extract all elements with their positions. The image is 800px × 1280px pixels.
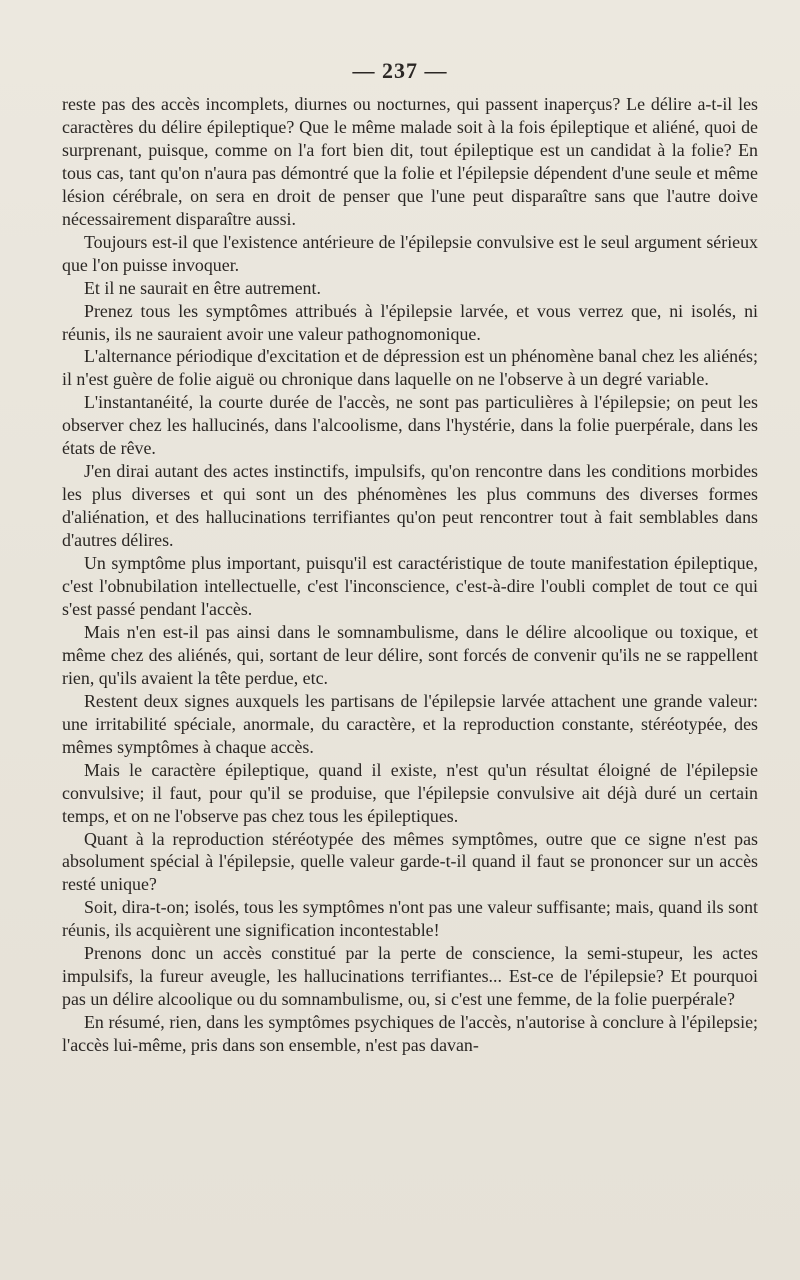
paragraph-7: J'en dirai autant des actes instinctifs, impulsifs, qu'on rencontre dans les conditions morbides les plus diverses et qui sont un des phénomènes les plus communs des diverses formes d'aliénation, et des hallucinations terrifiantes qu'on peut rencontrer tout à fait semblables dans d'autres délires. [62, 461, 758, 551]
paragraph-11: Mais le caractère épileptique, quand il existe, n'est qu'un résultat éloigné de l'épilepsie convulsive; il faut, pour qu'il se produise, que l'épilepsie convulsive ait déjà duré un certain temps, et on ne l'observe pas chez tous les épileptiques. [62, 759, 758, 826]
paragraph-6: L'instantanéité, la courte durée de l'accès, ne sont pas particulières à l'épilepsie; on peut les observer chez les hallucinés, dans l'alcoolisme, dans l'hystérie, dans la folie puerpérale, dans les états de rêve. [62, 392, 758, 459]
paragraph-14: Prenons donc un accès constitué par la perte de conscience, la semi-stupeur, les actes impulsifs, la fureur aveugle, les hallucinations terrifiantes... Est-ce de l'épilepsie? Et pourquoi pas un délire alcoolique ou du somnambulisme, ou, si c'est une femme, de la folie puerpérale? [62, 943, 758, 1010]
paragraph-3: Et il ne saurait en être autrement. [84, 277, 321, 298]
paragraph-9: Mais n'en est-il pas ainsi dans le somnambulisme, dans le délire alcoolique ou toxique, et même chez des aliénés, qui, sortant de leur délire, sont forcés de convenir qu'ils ne se rappellent rien, qu'ils avaient la tête perdue, etc. [62, 621, 758, 688]
paragraph-2: Toujours est-il que l'existence antérieure de l'épilepsie convulsive est le seul argument sérieux que l'on puisse invoquer. [62, 231, 758, 275]
paragraph-1: reste pas des accès incomplets, diurnes ou nocturnes, qui passent inaperçus? Le délire a-t-il les caractères du délire épileptique? Que le même malade soit à la fois épileptique et aliéné, quoi de surprenant, puisque, comme on l'a fort bien dit, tout épileptique est un candidat à la folie? En tous cas, tant qu'on n'aura pas démontré que la folie et l'épilepsie dépendent d'une seule et même lésion cérébrale, on sera en droit de penser que l'une peut disparaître sans que l'autre doive nécessairement disparaître aussi. [62, 94, 758, 229]
paragraph-10: Restent deux signes auxquels les partisans de l'épilepsie larvée attachent une grande valeur: une irritabilité spéciale, anormale, du caractère, et la reproduction constante, stéréotypée, des mêmes symptômes à chaque accès. [62, 690, 758, 757]
paragraph-8: Un symptôme plus important, puisqu'il est caractéristique de toute manifestation épileptique, c'est l'obnubilation intellectuelle, c'est l'inconscience, c'est-à-dire l'oubli complet de tout ce qui s'est passé pendant l'accès. [62, 553, 758, 619]
paragraph-13: Soit, dira-t-on; isolés, tous les symptômes n'ont pas une valeur suffisante; mais, quand ils sont réunis, ils acquièrent une signification incontestable! [62, 897, 758, 941]
paragraph-5: L'alternance périodique d'excitation et de dépression est un phénomène banal chez les aliénés; il n'est guère de folie aiguë ou chronique dans laquelle on ne l'observe à un degré variable. [62, 346, 758, 390]
paragraph-12: Quant à la reproduction stéréotypée des mêmes symptômes, outre que ce signe n'est pas absolument spécial à l'épilepsie, quelle valeur garde-t-il quand il faut se prononcer sur un accès resté unique? [62, 828, 758, 895]
body-text [62, 93, 758, 1057]
paragraph-15: En résumé, rien, dans les symptômes psychiques de l'accès, n'autorise à conclure à l'épilepsie; l'accès lui-même, pris dans son ensemble, n'est pas davan- [62, 1012, 758, 1056]
page-number: — 237 — [352, 58, 448, 83]
paragraph-4: Prenez tous les symptômes attribués à l'épilepsie larvée, et vous verrez que, ni isolés, ni réunis, ils ne sauraient avoir une valeur pathognomonique. [62, 300, 758, 344]
